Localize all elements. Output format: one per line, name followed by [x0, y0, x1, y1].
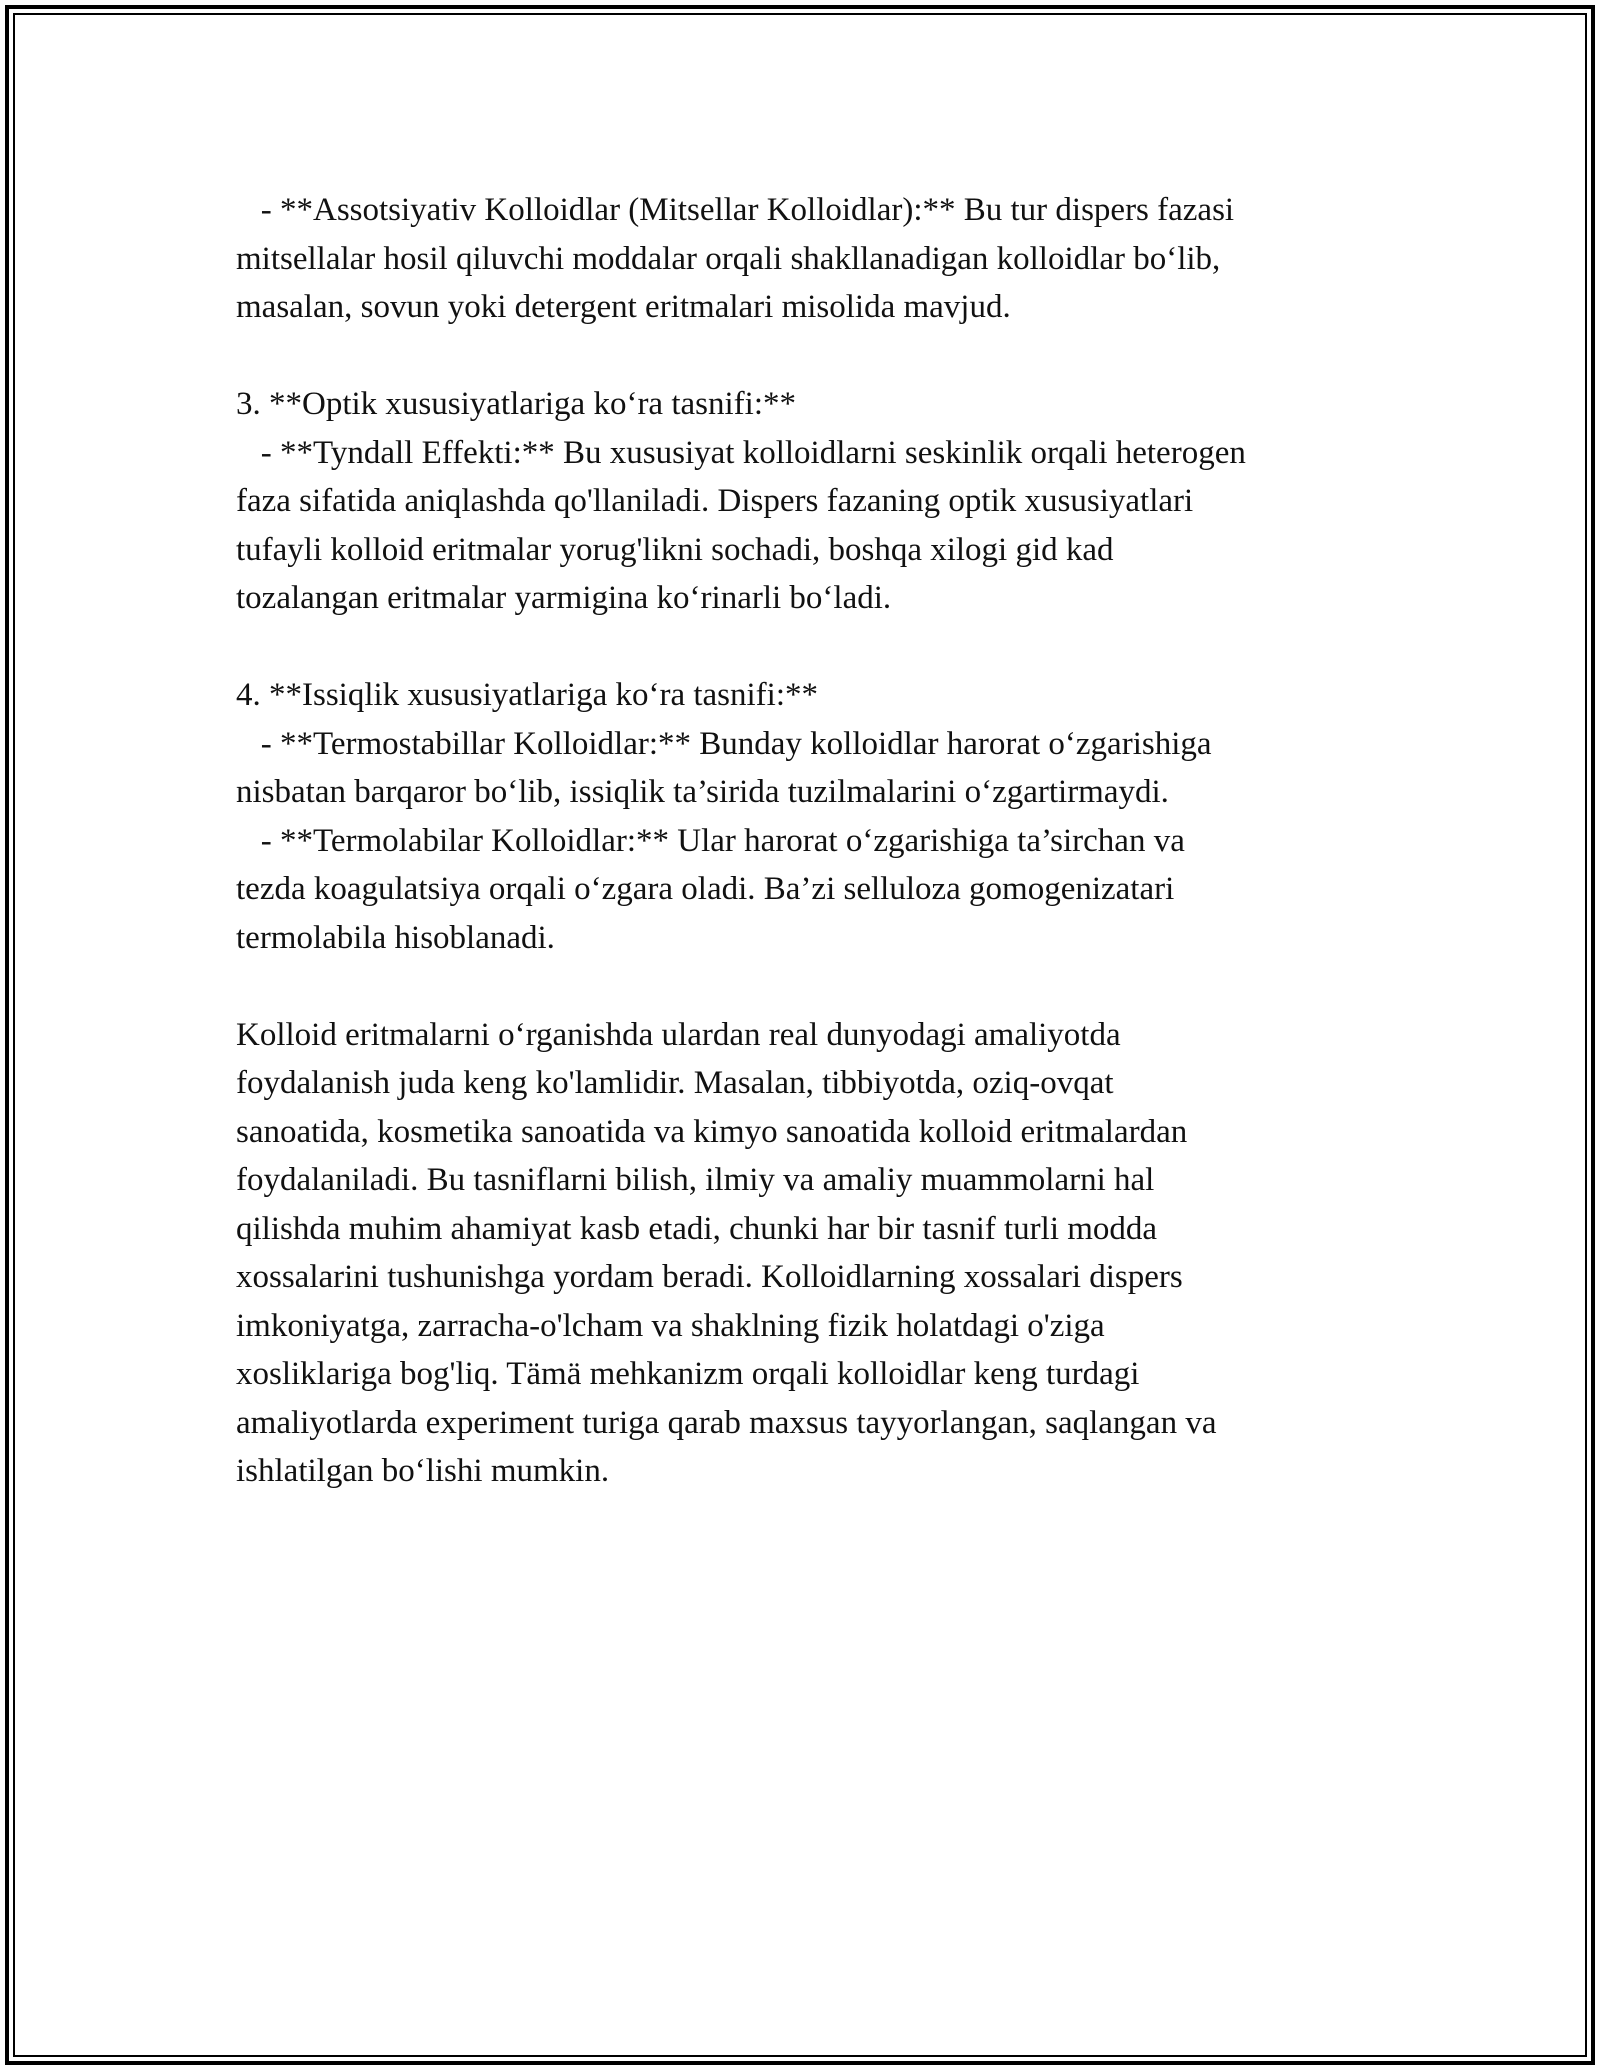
text-line: tozalangan eritmalar yarmigina koʻrinarli boʻladi.: [236, 580, 892, 616]
text-line: xosliklariga bog'liq. Tämä mehkanizm orqali kolloidlar keng turdagi: [236, 1356, 1140, 1392]
paragraph-conclusion: [236, 1011, 1386, 1496]
text-line: ishlatilgan boʻlishi mumkin.: [236, 1453, 610, 1489]
paragraph-associative-colloids: [236, 186, 1386, 332]
section-heading: 3. **Optik xususiyatlariga koʻra tasnifi:**: [236, 386, 796, 422]
paragraph-spacer: [236, 623, 1386, 672]
text-line: imkoniyatga, zarracha-o'lcham va shaklning fizik holatdagi o'ziga: [236, 1307, 1105, 1344]
text-line: tezda koagulatsiya orqali oʻzgara oladi. Ba’zi selluloza gomogenizatari: [236, 871, 1175, 907]
text-line: tufayli kolloid eritmalar yorug'likni sochadi, boshqa xilogi gid kad: [236, 531, 1114, 568]
section-thermal-classification: [236, 671, 1386, 962]
text-line: - **Termostabillar Kolloidlar:** Bunday kolloidlar harorat oʻzgarishiga: [236, 725, 1212, 762]
text-line: sanoatida, kosmetika sanoatida va kimyo sanoatida kolloid eritmalardan: [236, 1113, 1188, 1150]
paragraph-spacer: [236, 962, 1386, 1011]
text-line: - **Termolabilar Kolloidlar:** Ular harorat oʻzgarishiga ta’sirchan va: [236, 822, 1185, 859]
text-line: foydalaniladi. Bu tasniflarni bilish, ilmiy va amaliy muammolarni hal: [236, 1162, 1155, 1198]
text-line: xossalarini tushunishga yordam beradi. Kolloidlarning xossalari dispers: [236, 1259, 1183, 1295]
text-line: foydalanish juda keng ko'lamlidir. Masalan, tibbiyotda, oziq-ovqat: [236, 1065, 1114, 1101]
text-line: masalan, sovun yoki detergent eritmalari misolida mavjud.: [236, 289, 1011, 325]
text-line: Kolloid eritmalarni oʻrganishda ulardan real dunyodagi amaliyotda: [236, 1016, 1121, 1053]
text-line: qilishda muhim ahamiyat kasb etadi, chunki har bir tasnif turli modda: [236, 1210, 1158, 1247]
text-line: nisbatan barqaror boʻlib, issiqlik ta’sirida tuzilmalarini oʻzgartirmaydi.: [236, 774, 1169, 810]
section-optical-classification: [236, 380, 1386, 623]
document-body: [236, 186, 1386, 1496]
text-line: - **Tyndall Effekti:** Bu xususiyat kolloidlarni seskinlik orqali heterogen: [236, 434, 1246, 471]
paragraph-spacer: [236, 332, 1386, 381]
text-line: amaliyotlarda experiment turiga qarab maxsus tayyorlangan, saqlangan va: [236, 1404, 1217, 1441]
text-line: - **Assotsiyativ Kolloidlar (Mitsellar Kolloidlar):** Bu tur dispers fazasi: [236, 192, 1235, 228]
text-line: faza sifatida aniqlashda qo'llaniladi. Dispers fazaning optik xususiyatlari: [236, 483, 1194, 519]
text-line: mitsellalar hosil qiluvchi moddalar orqali shakllanadigan kolloidlar boʻlib,: [236, 240, 1221, 277]
text-line: termolabila hisoblanadi.: [236, 919, 555, 956]
section-heading: 4. **Issiqlik xususiyatlariga koʻra tasnifi:**: [236, 677, 818, 713]
